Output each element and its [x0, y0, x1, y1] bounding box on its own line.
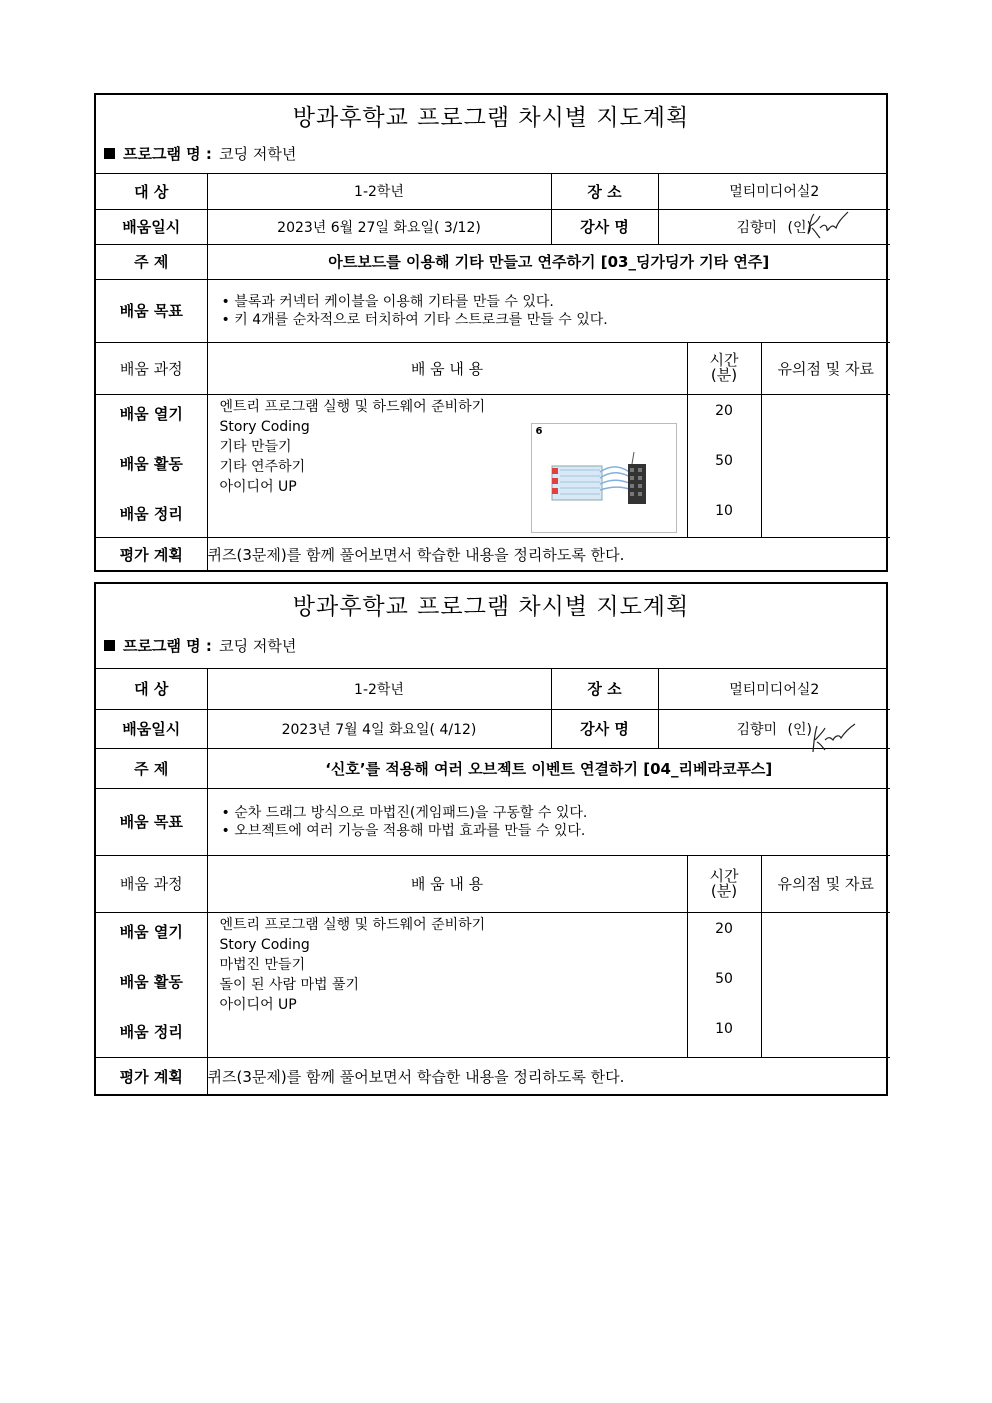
date-label: 배움일시: [96, 709, 207, 748]
content-lines: [220, 397, 486, 497]
time-label-line1: 시간: [709, 866, 739, 885]
content-line: 아이디어 UP: [219, 996, 297, 1013]
content-line: 마법진 만들기: [219, 956, 306, 973]
subject-value: 아트보드를 이용해 기타 만들고 연주하기 [03_딩가딩가 기타 연주]: [207, 244, 890, 279]
notes-cell: [761, 912, 890, 1057]
content-lines: [220, 915, 486, 1015]
program-label: 프로그램 명 :: [123, 145, 218, 163]
program-line: [96, 628, 886, 669]
subject-label: 주 제: [96, 748, 207, 788]
notes-label: 유의점 및 자료: [761, 855, 890, 912]
content-label: 배 움 내 용: [207, 342, 687, 394]
place-value: 멀티미디어실2: [658, 669, 890, 709]
stage-wrap: 배움 정리: [119, 504, 183, 523]
process-label: 배움 과정: [96, 342, 207, 394]
signature-icon: [809, 718, 859, 758]
signature-icon: [804, 210, 854, 244]
stage-activity: 배움 활동: [119, 972, 183, 991]
target-label: 대 상: [96, 669, 207, 709]
place-label: 장 소: [551, 669, 658, 709]
stage-list: [96, 912, 207, 1057]
content-cell: [207, 394, 687, 537]
content-line: Story Coding: [219, 418, 310, 435]
date-value: 2023년 6월 27일 화요일( 3/12): [207, 209, 551, 244]
time-value: 50: [715, 970, 733, 987]
time-label-line2: (분): [710, 366, 738, 384]
guitar-build-image: [531, 423, 677, 533]
stage-open: 배움 열기: [119, 922, 183, 941]
instructor-label: 강사 명: [551, 209, 658, 244]
eval-value: 퀴즈(3문제)를 함께 풀어보면서 학습한 내용을 정리하도록 한다.: [207, 537, 890, 571]
program-label: 프로그램 명 :: [123, 637, 218, 655]
goal-list: [207, 788, 890, 855]
instructor-cell: [658, 209, 890, 244]
square-bullet-icon: [104, 640, 115, 651]
time-value: 50: [715, 452, 733, 469]
notes-cell: [761, 394, 890, 537]
goal-label: 배움 목표: [96, 788, 207, 855]
stage-wrap: 배움 정리: [119, 1022, 183, 1041]
lesson-plan-2: [94, 582, 888, 1096]
process-label: 배움 과정: [96, 855, 207, 912]
goal-item: • 키 4개를 순차적으로 터치하여 기타 스트로크를 만들 수 있다.: [222, 311, 891, 329]
time-label: [687, 855, 761, 912]
time-label: [687, 342, 761, 394]
eval-label: 평가 계획: [96, 537, 207, 571]
program-name: 코딩 저학년: [219, 637, 297, 655]
instructor-value: 김향미: [736, 219, 778, 236]
goal-item: • 오브젝트에 여러 기능을 적용해 마법 효과를 만들 수 있다.: [222, 822, 891, 840]
plan-table: [96, 669, 890, 1095]
seal-text: (인): [787, 721, 812, 738]
content-line: 기타 만들기: [219, 438, 292, 455]
subject-label: 주 제: [96, 244, 207, 279]
stage-activity: 배움 활동: [119, 454, 183, 473]
place-value: 멀티미디어실2: [658, 174, 890, 209]
lesson-plan-1: [94, 93, 888, 572]
plan-title: 방과후학교 프로그램 차시별 지도계획: [292, 105, 690, 131]
notes-label: 유의점 및 자료: [761, 342, 890, 394]
image-step-label: 6: [535, 425, 543, 437]
plan-title: 방과후학교 프로그램 차시별 지도계획: [292, 594, 690, 620]
seal-text: (인): [787, 219, 812, 236]
goal-item: • 블록과 커넥터 케이블을 이용해 기타를 만들 수 있다.: [222, 293, 891, 311]
time-value: 20: [715, 920, 733, 937]
content-line: Story Coding: [219, 936, 310, 953]
time-value: 10: [715, 502, 733, 519]
target-label: 대 상: [96, 174, 207, 209]
square-bullet-icon: [104, 148, 115, 159]
time-label-line2: (분): [710, 881, 738, 900]
instructor-value: 김향미: [736, 721, 778, 738]
time-list: [687, 394, 761, 537]
date-value: 2023년 7월 4일 화요일( 4/12): [207, 709, 551, 748]
instructor-cell: [658, 709, 890, 748]
guitar-board-icon: [532, 424, 676, 532]
time-value: 20: [715, 402, 733, 419]
program-name: 코딩 저학년: [219, 145, 297, 163]
content-line: 아이디어 UP: [219, 478, 297, 495]
goal-item: • 순차 드래그 방식으로 마법진(게임패드)을 구동할 수 있다.: [222, 804, 891, 822]
stage-list: [96, 394, 207, 537]
date-label: 배움일시: [96, 209, 207, 244]
goal-label: 배움 목표: [96, 279, 207, 342]
content-line: 엔트리 프로그램 실행 및 하드웨어 준비하기: [219, 916, 486, 933]
content-line: 엔트리 프로그램 실행 및 하드웨어 준비하기: [219, 398, 486, 415]
plan-table: [96, 174, 890, 571]
content-line: 기타 연주하기: [219, 458, 306, 475]
time-value: 10: [715, 1020, 733, 1037]
instructor-label: 강사 명: [551, 709, 658, 748]
content-cell: [207, 912, 687, 1057]
time-label-line1: 시간: [709, 351, 739, 369]
goal-list: [207, 279, 890, 342]
place-label: 장 소: [551, 174, 658, 209]
stage-open: 배움 열기: [119, 404, 183, 423]
eval-value: 퀴즈(3문제)를 함께 풀어보면서 학습한 내용을 정리하도록 한다.: [207, 1057, 890, 1095]
target-value: 1-2학년: [207, 669, 551, 709]
time-list: [687, 912, 761, 1057]
program-line: [96, 139, 886, 174]
eval-label: 평가 계획: [96, 1057, 207, 1095]
content-label: 배 움 내 용: [207, 855, 687, 912]
target-value: 1-2학년: [207, 174, 551, 209]
subject-value: ‘신호’를 적용해 여러 오브젝트 이벤트 연결하기 [04_리베라코푸스]: [207, 748, 890, 788]
content-line: 돌이 된 사람 마법 풀기: [219, 976, 360, 993]
